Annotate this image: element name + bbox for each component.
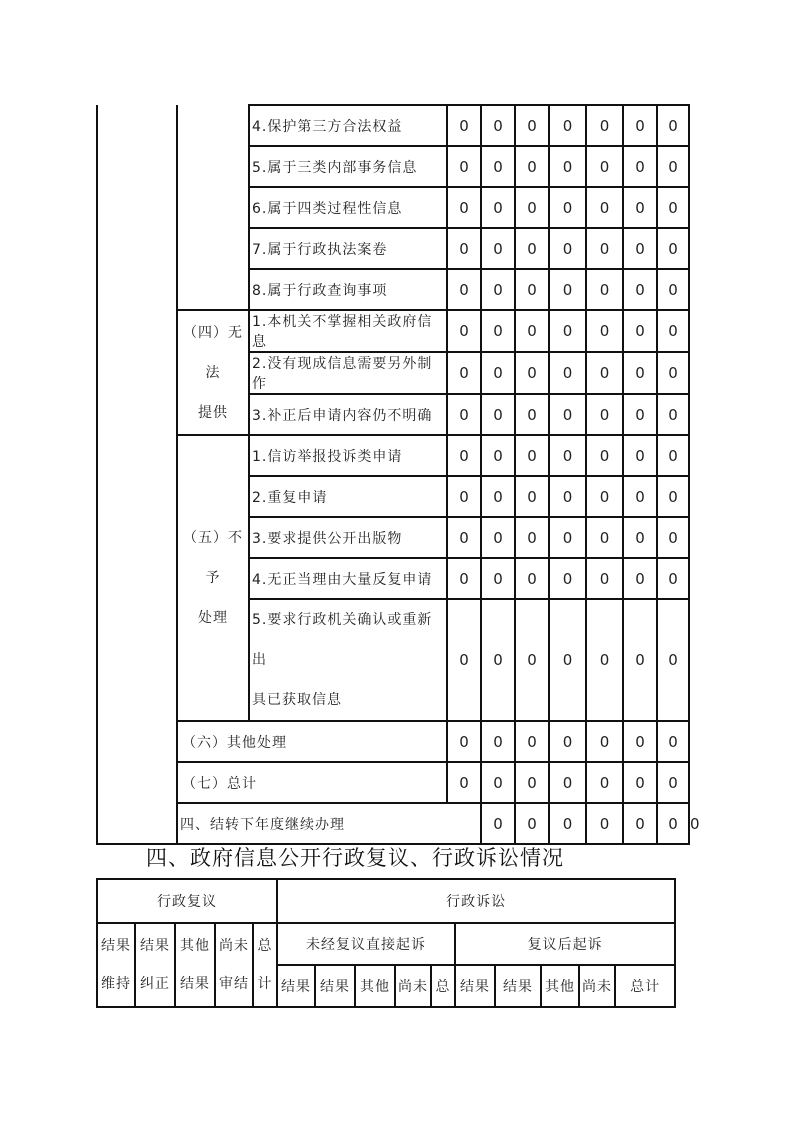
value-cell: 0 xyxy=(515,558,549,599)
item-label: 7.属于行政执法案卷 xyxy=(249,228,447,269)
value-cell: 0 xyxy=(586,517,623,558)
value-cell: 0 xyxy=(481,517,515,558)
value-cell: 0 xyxy=(515,803,549,844)
table-row xyxy=(97,105,689,146)
value-cell: 0 xyxy=(549,558,586,599)
review-col-total-l2: 计 xyxy=(257,976,273,992)
item-label-line1: 5.要求行政机关确认或重新出 xyxy=(252,612,433,668)
value-cell: 0 xyxy=(657,762,689,803)
table-row: 四、结转下年度继续办理 0 0 0 0 0 0 0 xyxy=(97,803,689,844)
direct-col: 结果 xyxy=(315,965,355,1007)
value-cell: 0 xyxy=(657,476,689,517)
value-cell: 0 xyxy=(481,269,515,310)
group-5-line1: （五）不予 xyxy=(183,530,243,586)
value-cell: 0 xyxy=(481,187,515,228)
value-cell: 0 xyxy=(586,310,623,352)
after-col: 结果 xyxy=(495,965,541,1007)
value-cell: 0 xyxy=(586,435,623,476)
group-4-line2: 提供 xyxy=(198,404,228,421)
value-cell: 0 xyxy=(447,435,481,476)
value-cell: 0 xyxy=(515,352,549,394)
after-col: 总计 xyxy=(615,965,675,1007)
value-cell: 0 xyxy=(586,721,623,762)
value-cell: 0 xyxy=(515,721,549,762)
after-col: 尚未 xyxy=(579,965,615,1007)
item-label: 2.重复申请 xyxy=(249,476,447,517)
value-cell: 0 xyxy=(515,517,549,558)
value-cell: 0 xyxy=(586,599,623,721)
value-cell: 0 xyxy=(549,394,586,435)
value-cell: 0 xyxy=(657,435,689,476)
value-cell: 0 xyxy=(447,721,481,762)
value-cell: 0 xyxy=(586,352,623,394)
table-row xyxy=(97,762,689,803)
value-cell: 0 xyxy=(586,394,623,435)
value-cell: 0 xyxy=(657,394,689,435)
after-col: 结果 xyxy=(455,965,495,1007)
item-label: 8.属于行政查询事项 xyxy=(249,269,447,310)
value-cell: 0 xyxy=(515,476,549,517)
value-cell: 0 xyxy=(515,310,549,352)
value-cell: 0 xyxy=(623,269,657,310)
value-cell: 0 xyxy=(447,269,481,310)
value-cell: 0 xyxy=(623,517,657,558)
table-row xyxy=(97,721,689,762)
value-cell: 0 xyxy=(549,269,586,310)
value-cell: 0 xyxy=(447,310,481,352)
value-cell: 0 xyxy=(515,435,549,476)
disposition-table xyxy=(96,104,700,845)
table-row xyxy=(97,310,689,352)
value-cell: 0 xyxy=(481,599,515,721)
review-col-other-l2: 结果 xyxy=(180,976,210,992)
value-cell: 0 xyxy=(586,105,623,146)
item-label: 3.要求提供公开出版物 xyxy=(249,517,447,558)
value-cell: 0 xyxy=(657,558,689,599)
item-label: 4.无正当理由大量反复申请 xyxy=(249,558,447,599)
value-cell: 0 xyxy=(481,228,515,269)
value-cell: 0 xyxy=(481,476,515,517)
value-cell: 0 xyxy=(447,146,481,187)
value-cell: 0 xyxy=(515,187,549,228)
value-cell: 0 xyxy=(657,269,689,310)
value-cell: 0 xyxy=(481,803,515,844)
review-col-pending-l1: 尚未 xyxy=(219,938,249,954)
review-col-upheld-l2: 维持 xyxy=(101,976,131,992)
value-cell: 0 xyxy=(657,599,689,721)
review-col-pending xyxy=(215,923,253,1007)
value-cell: 0 xyxy=(515,146,549,187)
value-cell: 0 xyxy=(623,762,657,803)
value-cell: 0 xyxy=(623,310,657,352)
value-cell: 0 xyxy=(623,721,657,762)
value-cell: 0 xyxy=(549,352,586,394)
value-cell: 0 xyxy=(586,146,623,187)
value-cell: 0 xyxy=(447,187,481,228)
value-cell: 0 xyxy=(657,187,689,228)
item-label: 6.属于四类过程性信息 xyxy=(249,187,447,228)
value-cell: 0 xyxy=(623,599,657,721)
value-cell: 0 xyxy=(447,352,481,394)
value-cell: 0 xyxy=(481,310,515,352)
review-col-corrected-l1: 结果 xyxy=(140,938,170,954)
other-disposition-label: （六）其他处理 xyxy=(177,721,447,762)
item-label xyxy=(249,599,447,721)
value-cell: 0 xyxy=(481,105,515,146)
value-cell: 0 xyxy=(586,228,623,269)
review-col-total-l1: 总 xyxy=(257,938,273,954)
value-cell: 0 xyxy=(623,558,657,599)
value-cell: 0 xyxy=(657,146,689,187)
carry-over-label: 四、结转下年度继续办理 xyxy=(177,803,481,844)
value-cell: 0 xyxy=(657,310,689,352)
section-title: 四、政府信息公开行政复议、行政诉讼情况 xyxy=(146,846,564,870)
value-cell: 0 xyxy=(623,435,657,476)
value-cell: 0 xyxy=(623,476,657,517)
table-row xyxy=(97,435,689,476)
table-row xyxy=(97,923,675,965)
value-cell: 0 xyxy=(586,476,623,517)
value-cell: 0 xyxy=(515,105,549,146)
value-cell: 0 xyxy=(657,721,689,762)
after-col: 其他 xyxy=(541,965,579,1007)
total-label: （七）总计 xyxy=(177,762,447,803)
group-5-line2: 处理 xyxy=(198,610,228,626)
review-col-other-l1: 其他 xyxy=(180,938,210,954)
value-cell: 0 xyxy=(549,721,586,762)
group-4-line1: （四）无法 xyxy=(183,324,243,381)
review-col-other xyxy=(175,923,215,1007)
table-row xyxy=(97,879,675,923)
item-label: 5.属于三类内部事务信息 xyxy=(249,146,447,187)
item-label: 1.信访举报投诉类申请 xyxy=(249,435,447,476)
group-cell-5 xyxy=(177,435,249,721)
direct-col: 结果 xyxy=(277,965,315,1007)
value-cell: 0 xyxy=(586,558,623,599)
value-cell: 0 xyxy=(623,803,657,844)
value-cell: 0 xyxy=(657,517,689,558)
item-label: 2.没有现成信息需要另外制作 xyxy=(249,352,447,394)
value-cell: 0 xyxy=(447,228,481,269)
review-header: 行政复议 xyxy=(97,879,277,923)
outer-group-cell xyxy=(97,105,177,844)
value-cell: 0 xyxy=(549,517,586,558)
value-cell: 0 xyxy=(657,352,689,394)
value-cell: 0 xyxy=(549,599,586,721)
value-cell: 0 xyxy=(623,105,657,146)
value-cell: 0 xyxy=(447,476,481,517)
litigation-header: 行政诉讼 xyxy=(277,879,675,923)
value-cell: 0 xyxy=(586,762,623,803)
value-cell: 0 xyxy=(549,310,586,352)
direct-col: 尚未 xyxy=(395,965,431,1007)
value-cell: 0 xyxy=(515,228,549,269)
value-cell: 0 xyxy=(657,105,689,146)
review-col-corrected xyxy=(135,923,175,1007)
after-review-header: 复议后起诉 xyxy=(455,923,675,965)
value-cell: 0 xyxy=(549,228,586,269)
value-cell: 0 xyxy=(447,762,481,803)
review-col-upheld-l1: 结果 xyxy=(101,938,131,954)
value-cell: 0 xyxy=(657,803,689,844)
direct-col: 其他 xyxy=(355,965,395,1007)
value-cell: 0 xyxy=(481,352,515,394)
value-cell: 0 xyxy=(549,105,586,146)
value-cell: 0 xyxy=(549,435,586,476)
value-cell: 0 xyxy=(549,146,586,187)
group-cell-4 xyxy=(177,310,249,435)
item-label: 3.补正后申请内容仍不明确 xyxy=(249,394,447,435)
value-cell: 0 xyxy=(447,394,481,435)
value-cell: 0 xyxy=(481,435,515,476)
value-cell: 0 xyxy=(586,803,623,844)
review-litigation-table xyxy=(96,878,676,1008)
value-cell: 0 xyxy=(447,105,481,146)
value-cell: 0 xyxy=(657,228,689,269)
value-cell: 0 xyxy=(481,146,515,187)
value-cell: 0 xyxy=(549,803,586,844)
value-cell: 0 xyxy=(623,352,657,394)
value-cell: 0 xyxy=(515,599,549,721)
value-cell: 0 xyxy=(515,762,549,803)
group-cell-3 xyxy=(177,105,249,310)
value-cell: 0 xyxy=(586,187,623,228)
value-cell: 0 xyxy=(481,721,515,762)
review-col-total xyxy=(253,923,277,1007)
review-col-upheld xyxy=(97,923,135,1007)
value-cell: 0 xyxy=(481,394,515,435)
value-cell: 0 xyxy=(623,187,657,228)
value-cell: 0 xyxy=(447,517,481,558)
direct-suit-header: 未经复议直接起诉 xyxy=(277,923,455,965)
item-label: 1.本机关不掌握相关政府信息 xyxy=(249,310,447,352)
value-cell: 0 xyxy=(549,187,586,228)
value-cell: 0 xyxy=(481,558,515,599)
item-label-line2: 具已获取信息 xyxy=(252,692,342,708)
value-cell: 0 xyxy=(549,762,586,803)
value-cell: 0 xyxy=(623,146,657,187)
review-col-corrected-l2: 纠正 xyxy=(140,976,170,992)
item-label: 4.保护第三方合法权益 xyxy=(249,105,447,146)
value-cell: 0 xyxy=(549,476,586,517)
value-cell: 0 xyxy=(623,228,657,269)
value-cell: 0 xyxy=(447,599,481,721)
direct-col: 总 xyxy=(431,965,455,1007)
value-cell: 0 xyxy=(481,762,515,803)
review-col-pending-l2: 审结 xyxy=(219,976,249,992)
value-cell: 0 xyxy=(515,394,549,435)
value-cell: 0 xyxy=(623,394,657,435)
value-cell: 0 xyxy=(447,558,481,599)
value-cell: 0 xyxy=(586,269,623,310)
value-cell: 0 xyxy=(515,269,549,310)
